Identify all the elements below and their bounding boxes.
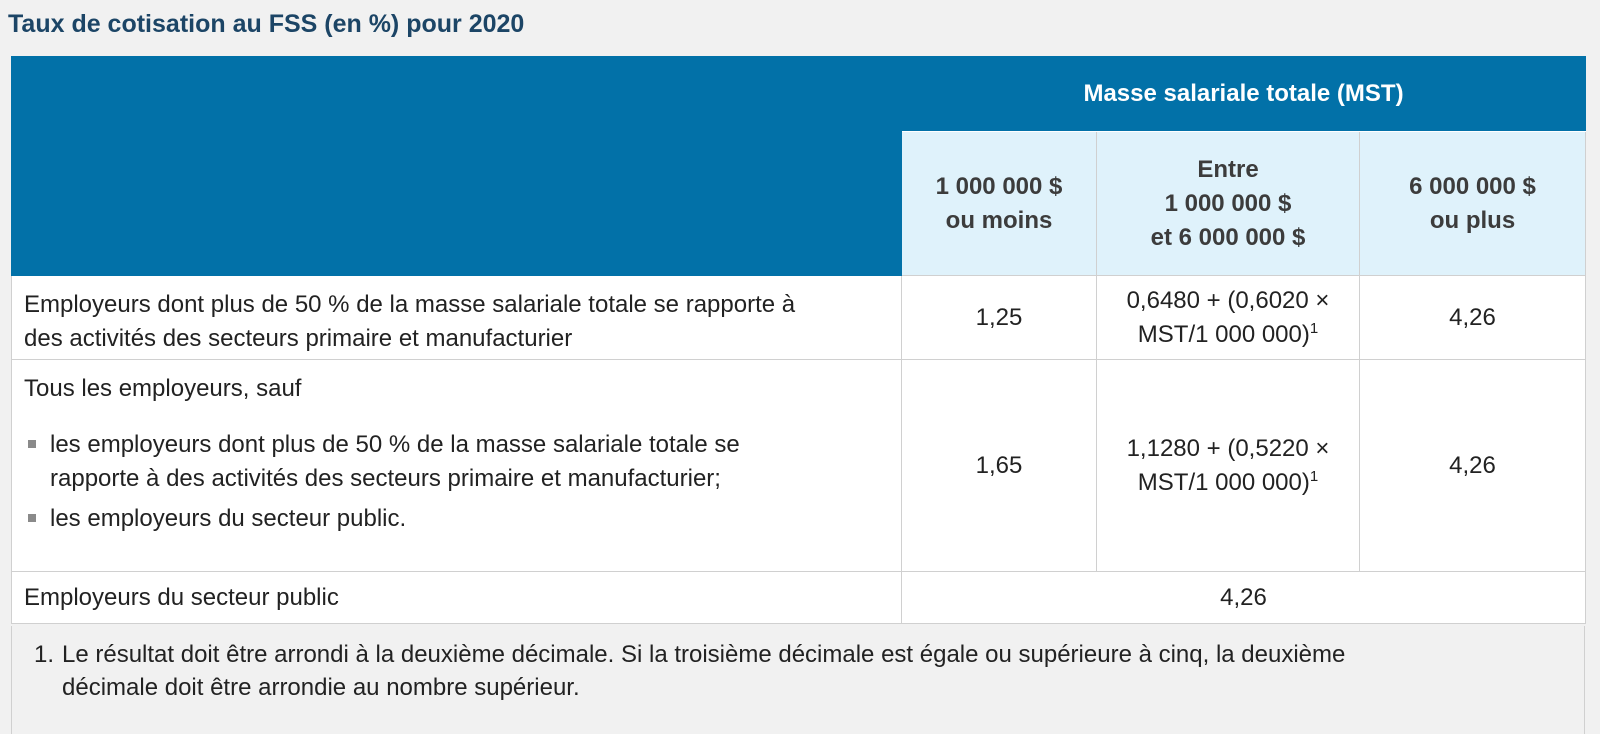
column-header-line: ou plus — [1429, 206, 1516, 234]
list-item — [24, 428, 889, 496]
row-label-line: Employeurs dont plus de 50 % de la masse salariale totale se rapporte à — [24, 291, 796, 318]
table-row — [12, 360, 1586, 572]
formula-line-with-note — [1097, 318, 1359, 352]
row-label-primary-manufacturing — [12, 276, 902, 360]
page-title: Taux de cotisation au FSS (en %) pour 2020 — [8, 10, 525, 38]
group-header-mst: Masse salariale totale (MST) — [902, 57, 1586, 132]
list-item-line: les employeurs dont plus de 50 % de la masse salariale totale se — [50, 431, 740, 458]
column-header-6m-or-more — [1360, 132, 1586, 276]
footnote — [11, 626, 1585, 734]
list-item-line: les employeurs du secteur public. — [50, 505, 407, 532]
table-row — [12, 572, 1586, 624]
footnote-number: 1. — [34, 641, 55, 668]
list-item — [24, 502, 889, 536]
footnote-line: Le résultat doit être arrondi à la deuxième décimale. Si la troisième décimale est égale ou supérieure à cinq, la deuxième — [62, 641, 1346, 668]
column-header-between — [1097, 132, 1360, 276]
column-header-line: 1 000 000 $ — [1164, 189, 1292, 217]
formula-line: 1,1280 + (0,5220 × — [1126, 434, 1330, 462]
square-bullet-icon — [28, 440, 36, 448]
formula-line: 0,6480 + (0,6020 × — [1126, 286, 1330, 314]
footnote-text — [62, 638, 1542, 704]
formula-line-with-note — [1097, 466, 1359, 500]
row-label-all-employers-except — [12, 360, 902, 572]
square-bullet-icon — [28, 514, 36, 522]
rate-formula-cell — [1097, 360, 1360, 572]
rate-formula-cell — [1097, 276, 1360, 360]
exclusion-list — [24, 428, 889, 536]
formula-line: MST/1 000 000) — [1137, 320, 1310, 348]
column-header-line: ou moins — [945, 206, 1053, 234]
table-corner-cell — [12, 57, 902, 276]
row-label-line: des activités des secteurs primaire et manufacturier — [24, 325, 573, 352]
table-row — [12, 276, 1586, 360]
column-header-line: 1 000 000 $ — [935, 172, 1063, 200]
formula-line: MST/1 000 000) — [1137, 468, 1310, 496]
row-label-public-sector: Employeurs du secteur public — [12, 572, 902, 624]
list-item-line: rapporte à des activités des secteurs primaire et manufacturier; — [50, 465, 721, 492]
column-header-line: et 6 000 000 $ — [1150, 223, 1306, 251]
contribution-rates-table — [11, 56, 1586, 624]
rate-cell: 4,26 — [1360, 276, 1586, 360]
column-header-line: Entre — [1197, 155, 1259, 183]
footnote-ref: 1 — [1309, 319, 1319, 337]
column-header-1m-or-less — [902, 132, 1097, 276]
rate-cell-merged: 4,26 — [902, 572, 1586, 624]
rate-cell: 1,25 — [902, 276, 1097, 360]
column-header-line: 6 000 000 $ — [1409, 172, 1536, 200]
rate-cell: 4,26 — [1360, 360, 1586, 572]
row-label-line: Tous les employeurs, sauf — [24, 375, 302, 402]
footnote-ref: 1 — [1309, 467, 1319, 485]
footnote-line: décimale doit être arrondie au nombre supérieur. — [62, 674, 580, 701]
rate-cell: 1,65 — [902, 360, 1097, 572]
